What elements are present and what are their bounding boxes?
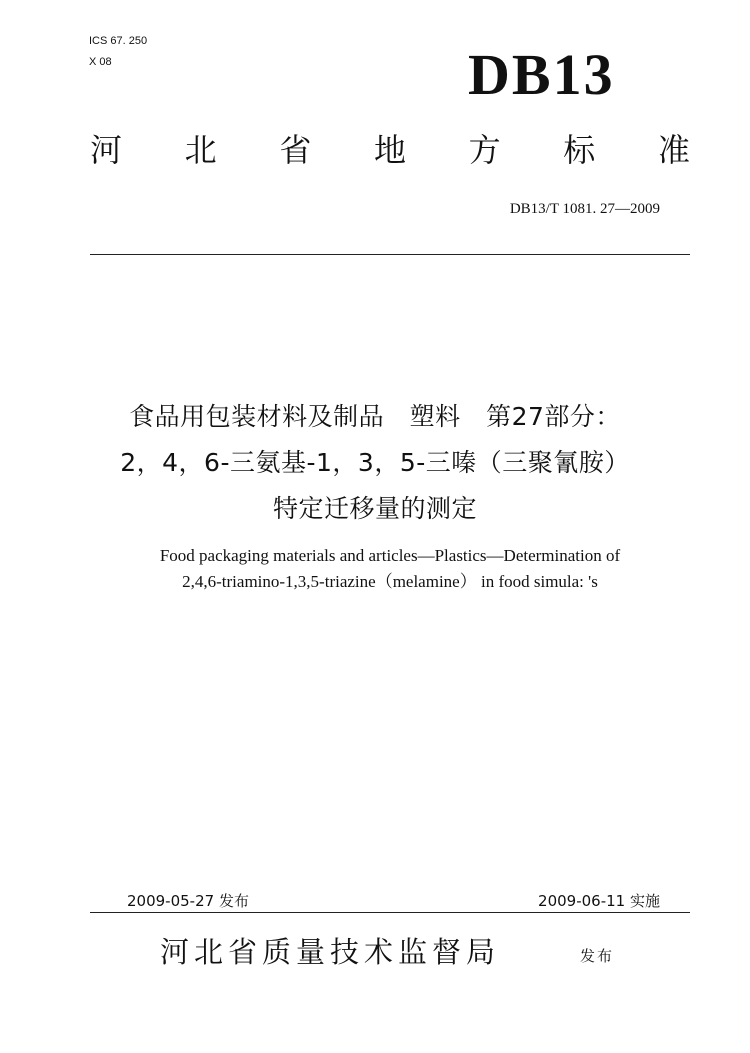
standard-type-char: 准 <box>657 131 690 169</box>
standard-type-char: 方 <box>468 131 501 169</box>
english-title-line: Food packaging materials and articles—Plastics—Determination of <box>159 546 621 565</box>
publisher-suffix: 发布 <box>580 947 615 965</box>
chinese-title-line: 特定迁移量的测定 <box>272 494 477 523</box>
standard-type-title <box>90 131 690 169</box>
chinese-title-line: 食品用包装材料及制品 塑料 第27部分： <box>129 402 621 431</box>
bottom-divider <box>90 912 690 913</box>
standard-type-char: 省 <box>279 131 312 169</box>
standard-type-char: 北 <box>184 131 217 169</box>
issue-date: 2009-05-27 发布 <box>127 892 249 910</box>
english-title-line: 2,4,6-triamino-1,3,5-triazine（melamine） in food simula: 's <box>182 572 598 591</box>
standard-type-char: 地 <box>373 131 406 169</box>
standard-number: DB13/T 1081. 27—2009 <box>509 201 660 217</box>
top-divider <box>90 254 690 255</box>
publisher-name: 河北省质量技术监督局 <box>160 935 501 969</box>
standard-logo: DB13 <box>468 42 615 107</box>
implementation-date: 2009-06-11 实施 <box>538 892 660 910</box>
chinese-title-line: 2，4，6-三氨基-1，3，5-三嗪（三聚氰胺） <box>120 448 630 477</box>
standard-type-char: 河 <box>90 131 123 169</box>
chinese-title <box>40 394 710 532</box>
classification-code: X 08 <box>89 56 112 68</box>
standard-type-char: 标 <box>563 131 596 169</box>
english-title <box>90 543 690 595</box>
ics-code: ICS 67. 250 <box>89 35 148 47</box>
